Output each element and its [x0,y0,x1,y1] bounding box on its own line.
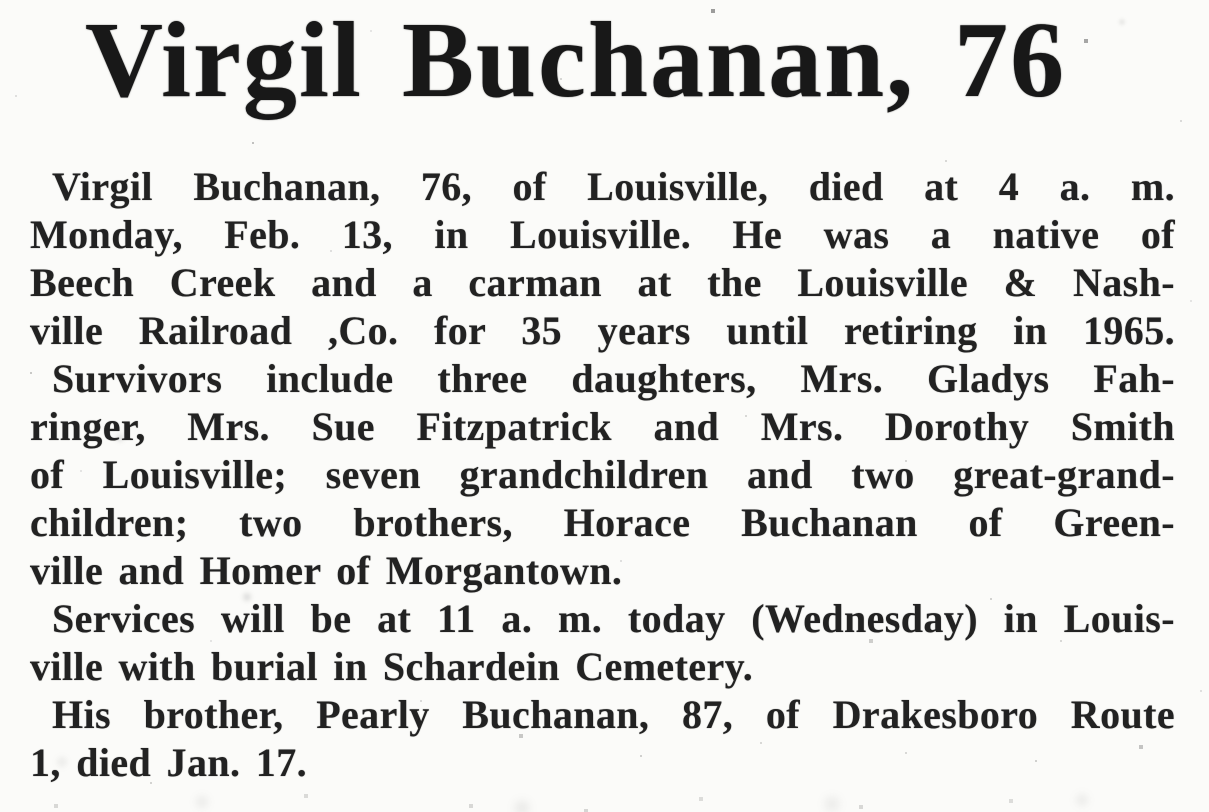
body-line: Survivors include three daughters, Mrs. Gladys Fah- [52,356,1175,401]
body-line: Services will be at 11 a. m. today (Wednesday) in Louis- [52,596,1175,641]
body-line: His brother, Pearly Buchanan, 87, of Drakesboro Route [52,692,1175,737]
body-line: ringer, Mrs. Sue Fitzpatrick and Mrs. Dorothy Smith [30,404,1175,449]
body-line: ville with burial in Schardein Cemetery. [30,644,754,689]
body-line: of Louisville; seven grandchildren and two great-grand- [30,452,1175,497]
body-line: children; two brothers, Horace Buchanan of Green- [30,500,1175,545]
body-line: 1, died Jan. 17. [30,740,308,785]
body-line: ville and Homer of Morgantown. [30,548,623,593]
obituary-headline: Virgil Buchanan, 76 [85,1,1067,120]
scan-noise-speckles [0,0,2,2]
obituary-body [30,163,1175,787]
body-line: ville Railroad ,Co. for 35 years until retiring in 1965. [30,308,1175,353]
body-line: Monday, Feb. 13, in Louisville. He was a native of [30,212,1175,257]
scan-smudges [0,0,4,4]
body-line: Beech Creek and a carman at the Louisville & Nash- [30,260,1175,305]
body-line: Virgil Buchanan, 76, of Louisville, died at 4 a. m. [52,164,1175,209]
